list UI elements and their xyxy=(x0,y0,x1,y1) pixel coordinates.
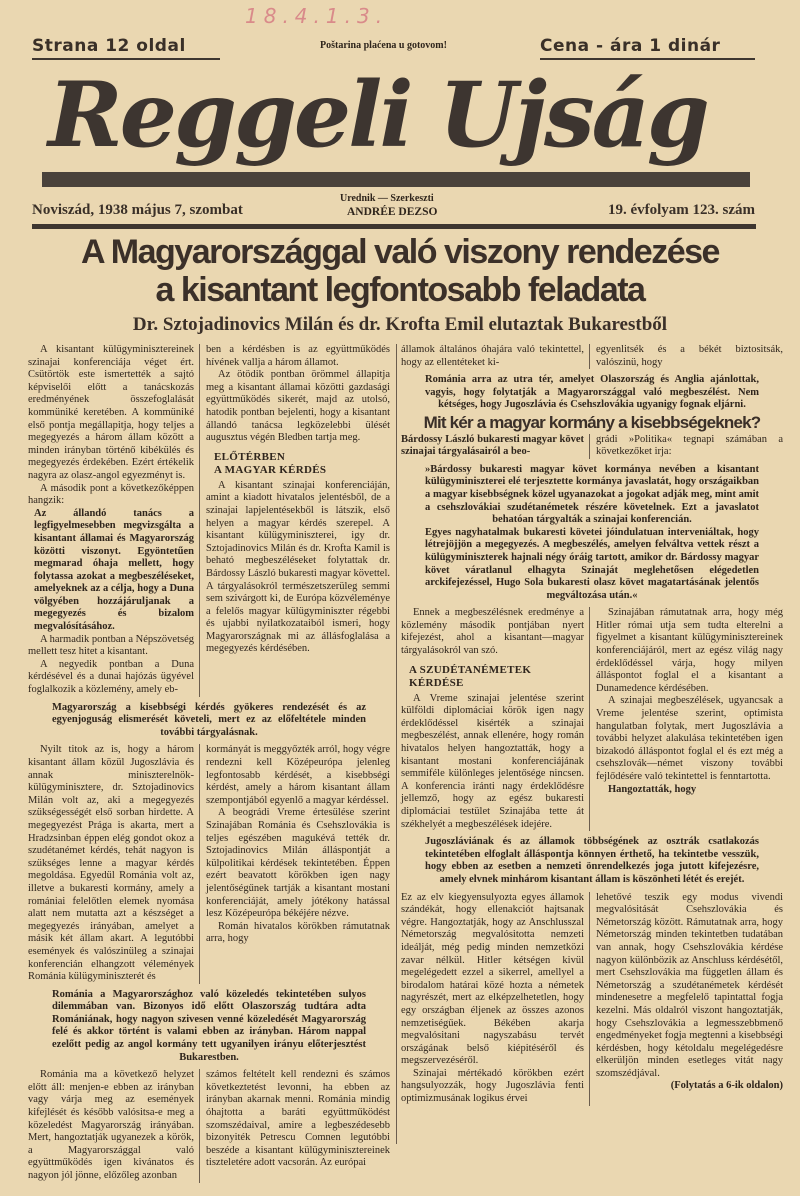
highlight-box: Románia a Magyarországhoz való közeledés tekintetében sulyos dilemmában van. Bizonyos idő előtt Olaszország tudtára adta Romániának, hogy nagyon szivesen venné közeledését Magyarország felé és akkor történt is valami ebben az irányban. Három nappal ezelőtt pedig az angol kormány tett ugyanilyen irányu előterjesztést Bukarestben. xyxy=(52,988,366,1063)
politika-quote xyxy=(425,464,759,603)
left-article-area xyxy=(28,344,390,1183)
price: Cena - ára 1 dinár xyxy=(540,36,721,56)
column-row xyxy=(401,892,783,1106)
article-column-4 xyxy=(590,607,783,796)
divider xyxy=(540,58,755,60)
section-heading-line: A MAGYAR KÉRDÉS xyxy=(214,463,327,476)
headline-line-2: a kisantant legfontosabb feladata xyxy=(155,271,645,309)
paragraph: Bárdossy László bukaresti magyar követ szinajai tárgyalásairól a beo- xyxy=(401,434,590,459)
masthead-logo: Reggeli Ujság xyxy=(48,62,707,168)
headline-line-1: A Magyarországgal való viszony rendezése xyxy=(81,233,719,271)
paragraph: A harmadik pontban a Népszövetség mellett tesz hitet a kisantant. xyxy=(28,633,194,658)
paragraph: Román hivatalos körökben rámutatnak arra, hogy xyxy=(206,920,390,945)
column-row xyxy=(401,434,783,459)
section-heading-line: ELŐTÉRBEN xyxy=(214,450,286,463)
highlight-box: Jugoszláviának és az államok többségének az osztrák csatlakozás tekintetében elfoglalt álláspontja könnyen érthető, ha tekintetbe vesszük, hogy ebben az esetben a nemzeti önrendelkezés joga jutott kifejezésre, amely elvnek minhárom kisantant állam is köszönheti létét és erejét. xyxy=(425,836,759,885)
paragraph: lehetővé teszik egy modus vivendi megvalósitását Csehszlovákia és Németország között. Rámutatnak arra, hogy Németország minden tekintetben tudatában van annak, hogy Csehszlovákia kérdése nagyon különbözik az Anschluss kérdésétől, mert Csehszlovákia ma független állam és Németország a szudétanémetek kérdését mindenesetre a megfelelő tapintattal fogja kezelni. Más oldalról viszont hangoztatják, hogy Csehszlovákia a legmesszebbmenő engedményeket fogja megtenni a kisebbségi kérdésben, hogy kétoldalu megelégedésre elkerüljön minden esetleges vitát nagy szomszédjával. xyxy=(596,891,783,1079)
paragraph: Az ötödik pontban örömmel állapitja meg a kisantant államai közötti gazdasági együttműködés sikerét, majd az utolsó, hatodik pontban bejelenti, hogy a kisantant állandó tanácsa legközelebbi ülését augusztus végén Bledben tartja meg. xyxy=(206,369,390,444)
column-row xyxy=(28,1069,390,1182)
paragraph: A második pont a következőképpen hangzik: xyxy=(28,482,194,507)
continued-note: (Folytatás a 6-ik oldalon) xyxy=(670,1080,783,1092)
article-column-1 xyxy=(28,344,200,697)
section-heading xyxy=(409,664,584,690)
right-article-area xyxy=(401,344,783,1106)
communique-quote: Az állandó tanács a legfigyelmesebben megvizsgálta a kisantant államai és Magyarország közötti viszonyt. Egyöntetűen megmarad óhaja mellett, hogy folytassa azokat a megbeszéléseket, amelyeknek az a célja, hogy a Duna völgyében hozzájáruljanak a megegyezés és bizalom megvalósításához. xyxy=(34,507,194,633)
paragraph: egyenlitsék és a békét biztositsák, valószinü, hogy xyxy=(596,344,783,368)
handwritten-note: 18.4.1.3. xyxy=(245,4,389,28)
masthead-bar xyxy=(42,172,750,187)
paragraph: ben a kérdésben is az együttműködés hívének vallja a három államot. xyxy=(206,344,390,368)
paragraph: államok általános óhajára való tekintettel, hogy az ellentéteket ki- xyxy=(401,344,590,369)
column-rule xyxy=(396,344,397,1144)
highlight-box: Románia arra az utra tér, amelyet Olaszország és Anglia ajánlottak, vagyis, hogy folytatják a Magyarországgal való megbeszélést. Nem kétséges, hogy Jugoszlávia és Csehszlovákia ugyanigy fognak eljárni. xyxy=(425,374,759,411)
paragraph: számos feltételt kell rendezni és számos következtetést levonni, ha ebben az irányban akarnak menni. Románia mindig óhajtotta a baráti együttműködést szomszédaival, amire a legbeszédesebb bizonyiték Petrescu Comnen legutóbbi beszéde a kisantant külügyminisztereinek tiszteletére adott vacsorán. Az európai xyxy=(206,1069,390,1169)
article-column-3 xyxy=(401,607,590,831)
article-column-2-bottom xyxy=(200,1069,390,1170)
paragraph: Nyilt titok az is, hogy a három kisantant állam közül Jugoszlávia és annak miniszterelnök-külügyminisztere, dr. Sztojadinovics Milán volt az, aki a megegyezés szükségességét első sorban hirdette. A megegyezést Prága is akarta, mert a Hradzsinban éppen elég gondot okoz a szudétanémet kérdés, tehát nagyon is szükséges lenne a magyar kérdés megoldása. Egyedül Románia volt az, illetve a bukaresti kormány, amely a romániai felelőtlen elemek nyomása alatt nem mutatta azt a készséget a megegyezés irányában, amelyet a másik két állam akart. A legutóbbi események és valószinüleg a szinajai konferencián elhangzott vélemények Románia külügyminiszterét és xyxy=(28,744,194,983)
highlight-box: Magyarország a kisebbségi kérdés gyökeres rendezését és az egyenjoguság elismerését követeli, mert ez az előfeltétele minden további tárgyalásnak. xyxy=(52,701,366,738)
article-column-2 xyxy=(200,344,390,656)
divider xyxy=(32,58,220,60)
editor-label: Urednik — Szerkeszti xyxy=(340,193,434,204)
paragraph: A negyedik pontban a Duna kérdésével és a dunai hajózás ügyével foglalkozik a közlemény, amely eb- xyxy=(28,658,194,696)
paragraph: Románia ma a következő helyzet előtt áll: menjen-e ebben az irányban vagy várja meg az események kifejlését és később valósitsa-e meg a közeledést Magyarország irányában. Mert, hangoztatják ugyanezek a körök, a Magyarországgal való együttműködés igen kivánatos és nagyon jól jönne, előzőleg azonban xyxy=(28,1069,194,1181)
column-row xyxy=(28,344,390,697)
quote-paragraph: »Bárdossy bukaresti magyar követ kormánya nevében a kisantant külügyminiszterei elé terjesztette kormánya javaslatát, hogy országaikban a magyar kisebbségnek közel ugyanazokat a jogokat adják meg, mint amit a csehszlovákiai szudétanémetek részére követelnek. Ezt a javaslatot behatóan tárgyalták a szinajai konferencián. xyxy=(425,463,759,526)
paragraph: A szinajai megbeszélések, ugyancsak a Vreme jelentése szerint, optimista hangulatban folytak, mert Jugoszlávia a további helyzet alakulása tekintetében igen bizakodó álláspontot foglal el és ezt még a csehszlovák—német viszony további fejlődésére való tekintettel is fenntartotta. xyxy=(596,695,783,782)
paragraph: A beográdi Vreme értesülése szerint Szinajában Románia és Csehszlovákia is teljes egészében magukévá tették dr. Sztojadinovics Milán álláspontját a külpolitikai kérdések tekintetében. Éppen ezért beavatott körökben igen nagy jelentőségűnek tartják a kisantant mostani konferenciáját, amely jótékony hatással lesz Középeurópa békéjére nézve. xyxy=(206,807,390,920)
article-column-1-bottom xyxy=(28,1069,200,1182)
issue-date: Noviszád, 1938 május 7, szombat xyxy=(32,202,243,218)
paragraph: A kisantant külügyminisztereinek szinajai konferenciája véget ért. Csütörtök este ismertették a sajtó képviselői előtt a tanácskozás eredményének összefoglalását kommüniké keretében. A kommüniké első pontja megállapitja, hogy teljes a megegyezés a három állam között a minden irányban történő kibékülés és megegyezés érdekében. Ezért értékelik nagyra az olasz-angol egyezményt is. xyxy=(28,344,194,481)
section-heading-line: KÉRDÉSE xyxy=(409,676,464,689)
article-column-1-mid xyxy=(28,744,200,983)
postage-note: Poštarina plaćena u gotovom! xyxy=(320,40,447,51)
divider xyxy=(32,224,756,229)
paragraph: Szinajai mértékadó körökben ezért hangsulyozzák, hogy Jugoszlávia fenti optimizmusának logikus érvei xyxy=(401,1067,584,1105)
section-heading xyxy=(214,451,390,477)
column-row xyxy=(401,344,783,369)
subheadline: Dr. Sztojadinovics Milán és dr. Krofta Emil elutaztak Bukarestből xyxy=(132,314,668,335)
column-row xyxy=(401,607,783,831)
issue-number: 19. évfolyam 123. szám xyxy=(607,202,755,218)
section-heading-line: A SZUDÉTANÉMETEK xyxy=(409,663,532,676)
quote-paragraph: Egyes nagyhatalmak bukaresti követei jóindulatuan interveniáltak, hogy létrejöjjön a megegyezés. A megbeszélés, amelyen felváltva vettek részt a külügyminiszterek hajnali négy óráig tartott, amikor dr. Bárdossy magyar követ váratlanul elhagyta Szinaját meglehetősen elégedetlen arckifejezéssel, Hugo Sola bukaresti olasz követ magatartásának jelentős megváltozása után.« xyxy=(425,526,759,601)
paragraph: Ez az elv kiegyensulyozta egyes államok szándékát, hogy ellenakciót hajtsanak végre. Hangoztatják, hogy az Anschlusszal Németország megvalósitotta nemzeti ideálját, még pedig minden nemzetközi zavar nélkül. Hitler kétségen kivül megelégedett ezzel a sikerrel, amellyel a birodalom határai közé hozta a németek nagyrészét, mert az elképzelhetetlen, hogy egy országban éljenek az összes azonos nemzetiségűek. Békében akarja megvalósitani nagyszabásu tervét országának belső kiépitéséről és megszervezéséről. xyxy=(401,891,584,1067)
paragraph: A Vreme szinajai jelentése szerint külföldi diplomáciai körök igen nagy érdeklődéssel kisérték a szinajai megbeszélést, annak ellenére, hogy román hivatalos helyen hangoztatták, hogy a kisantant mostani konferenciájának semmiféle különleges jelentősége nincsen. A konferencia iránti nagy érdeklődésre jellemző, hogy az egész bukaresti diplomáciai testület Szinajába tette át székhelyét a megbeszélések idejére. xyxy=(401,692,584,830)
paragraph: Ennek a megbeszélésnek eredménye a közlemény második pontjában nyert kifejezést, ahol a kisantant—magyar tárgyalásokról van szó. xyxy=(401,607,584,657)
paragraph: grádi »Politika« tegnapi számában a következőket irja: xyxy=(596,433,783,458)
paragraph: A kisantant szinajai konferenciáján, amint a kiadott hivatalos jelentésből, de a szinajai lapjelentésekből is látszik, első helyen a magyar kérdés szerepel. A kisantant külügyminiszterei, igy dr. Sztojadinovics Milán és dr. Krofta Kamil is beható megbeszéléseket folytattak dr. Bárdossy László bukaresti magyar követtel. A tárgyalásokról természetszerüleg semmi sem szivárgott ki, de Európa közvéleménye a felelős magyar külügyminiszter régebbi és ujabbi nyilatkozataiból ismeri, hogy Magyarországnak mi az állásfoglalása a megegyezés kérdésében. xyxy=(206,479,390,655)
paragraph: kormányát is meggyőzték arról, hogy végre rendezni kell Középeurópa jelenleg legfontosabb kérdését, a kisebbségi kérdést, amely a három kisantant állam szempontjából egyenlő a magyar kérdéssel. xyxy=(206,744,390,806)
editor-name: ANDRÉE DEZSO xyxy=(347,206,438,218)
paragraph: Szinajában rámutatnak arra, hogy még Hitler római utja sem tudta elterelni a figyelmet a kisantant külügyminisztereinek konferenciájáról, mert az egész világ nagy érdeklődéssel várja, hogy milyen álláspontot foglal el a kisantant a Dunamedence kérdésében. xyxy=(596,607,783,694)
article-column-3-bottom xyxy=(401,892,590,1106)
paragraph: Hangoztatták, hogy xyxy=(608,783,697,795)
article-column-2-mid xyxy=(200,744,390,946)
article-column-4-bottom xyxy=(590,892,783,1094)
page-count: Strana 12 oldal xyxy=(32,36,186,56)
column-row xyxy=(28,744,390,983)
section-title: Mit kér a magyar kormány a kisebbségeknek? xyxy=(423,412,761,432)
